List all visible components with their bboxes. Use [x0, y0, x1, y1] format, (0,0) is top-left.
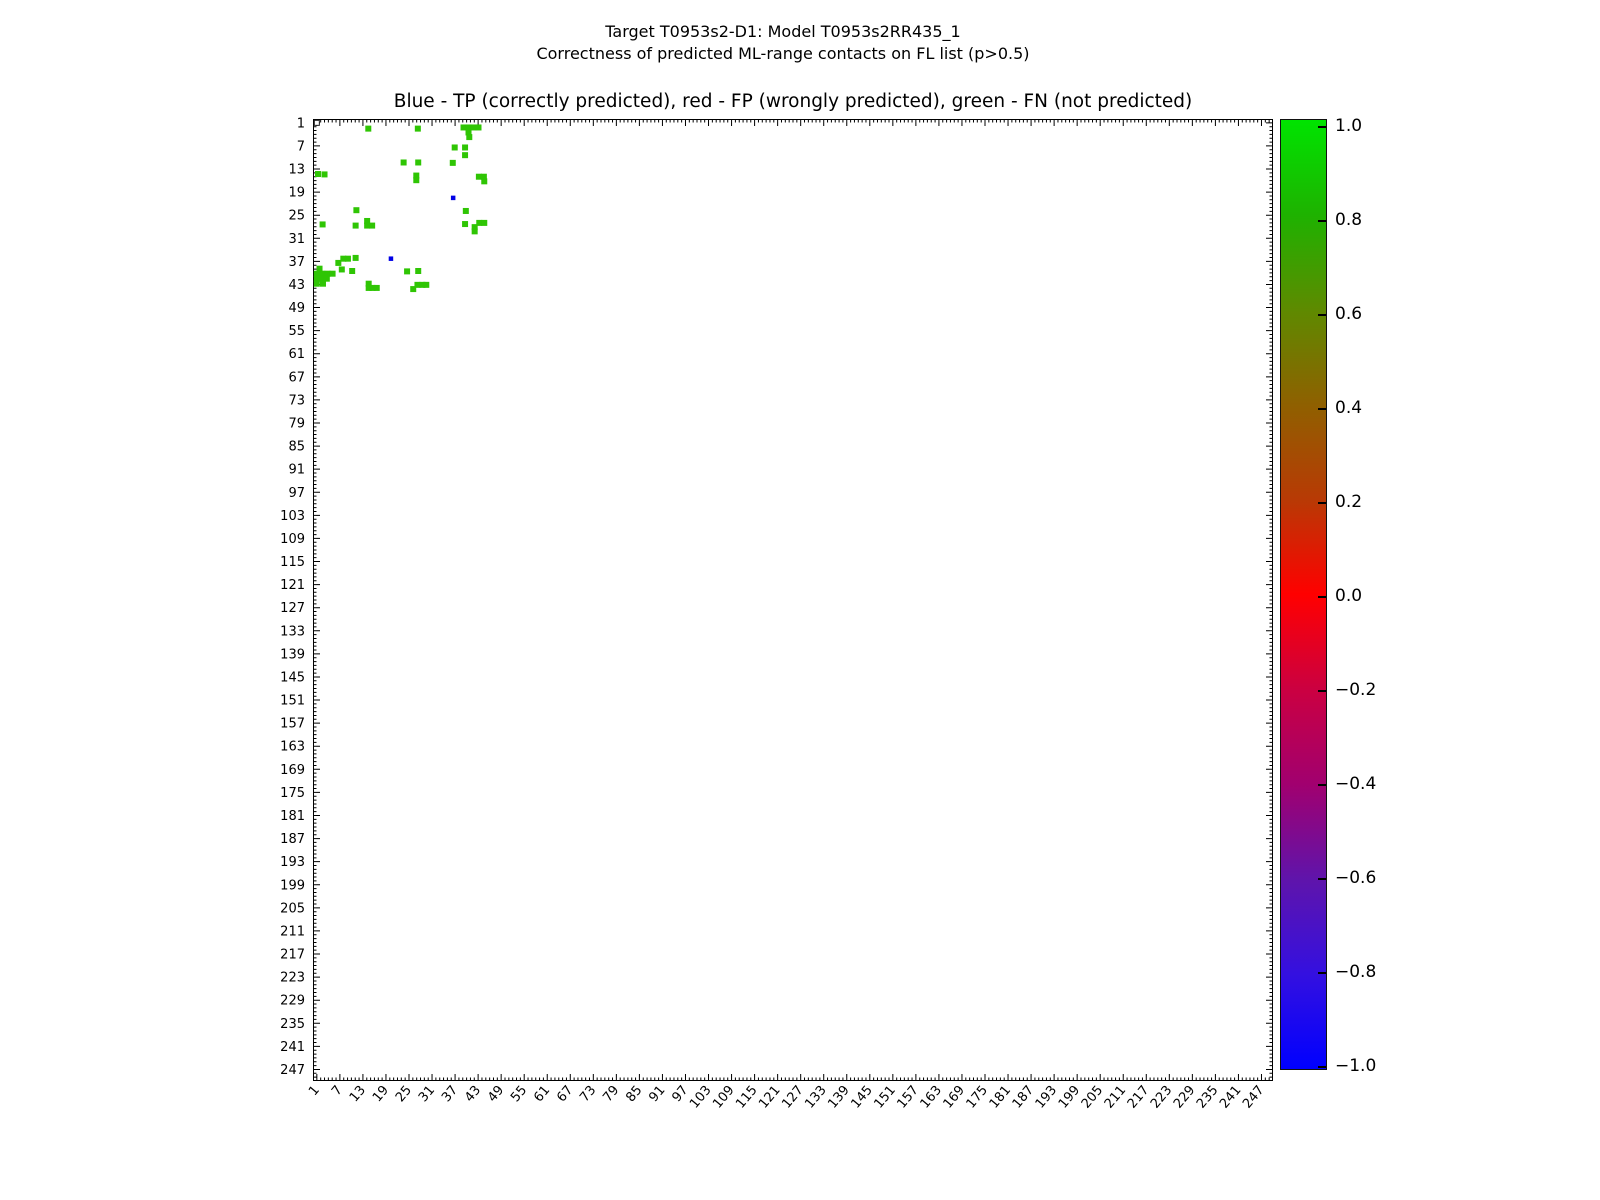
colorbar-tick: [1318, 220, 1326, 221]
x-tick-label: 127: [779, 1082, 807, 1112]
colorbar-tick-label: −0.6: [1335, 868, 1377, 888]
y-tick-label: 19: [288, 185, 305, 201]
y-tick-label: 37: [288, 254, 305, 270]
x-tick-label: 13: [346, 1082, 369, 1106]
suptitle-line1: Target T0953s2-D1: Model T0953s2RR435_1: [605, 22, 961, 41]
x-tick-label: 145: [848, 1082, 876, 1112]
x-tick-label: 175: [963, 1082, 992, 1112]
x-tick-label: 211: [1101, 1082, 1130, 1112]
contact-point-fn: [462, 144, 468, 150]
y-tick-label: 73: [288, 393, 305, 409]
colorbar: [1280, 119, 1327, 1070]
x-tick-label: 31: [415, 1082, 439, 1106]
x-tick-label: 25: [392, 1082, 416, 1106]
x-tick-label: 103: [687, 1082, 715, 1112]
contact-point-fn: [462, 152, 468, 158]
x-tick-label: 43: [462, 1082, 485, 1106]
x-tick-label: 115: [733, 1082, 761, 1112]
contact-point-fn: [463, 208, 469, 214]
y-tick-label: 61: [288, 347, 305, 363]
y-tick-label: 157: [280, 716, 305, 732]
y-tick-label: 175: [280, 785, 305, 801]
y-tick-label: 109: [280, 531, 305, 547]
contact-point-fn: [353, 207, 359, 213]
contact-point-tp: [451, 196, 456, 201]
suptitle-line2: Correctness of predicted ML-range contacts on FL list (p>0.5): [536, 44, 1030, 63]
contact-point-fn: [415, 268, 421, 274]
contact-point-fn: [476, 124, 482, 130]
colorbar-tick: [1318, 596, 1326, 597]
contact-point-fn: [374, 285, 380, 291]
colorbar-tick: [1318, 784, 1326, 785]
contact-point-fn: [404, 268, 410, 274]
colorbar-tick-label: −0.2: [1335, 680, 1377, 700]
y-tick-label: 121: [280, 578, 305, 594]
y-tick-label: 199: [280, 878, 305, 894]
contact-point-fn: [466, 134, 472, 140]
x-tick-label: 205: [1078, 1082, 1107, 1112]
x-tick-label: 247: [1240, 1082, 1268, 1112]
colorbar-tick: [1318, 314, 1326, 315]
y-tick-label: 103: [280, 508, 305, 524]
colorbar-tick-label: −1.0: [1335, 1056, 1377, 1076]
x-tick-label: 19: [369, 1082, 393, 1106]
colorbar-tick: [1318, 972, 1326, 973]
contact-point-fn: [410, 286, 416, 292]
y-tick-label: 151: [280, 693, 305, 709]
contact-point-fn: [335, 260, 341, 266]
y-tick-label: 241: [280, 1039, 305, 1055]
contact-point-fn: [330, 271, 336, 277]
colorbar-tick: [1318, 1066, 1326, 1067]
colorbar-tick: [1318, 408, 1326, 409]
x-tick-label: 169: [940, 1082, 969, 1112]
corner-open-marker: [314, 120, 319, 125]
contact-point-fn: [415, 159, 421, 165]
y-tick-label: 205: [280, 901, 305, 917]
y-tick-label: 145: [280, 670, 305, 686]
contact-point-fn: [462, 221, 468, 227]
contact-point-fn: [481, 220, 487, 226]
x-tick-label: 241: [1217, 1082, 1245, 1112]
x-tick-label: 79: [600, 1082, 623, 1106]
x-tick-label: 157: [894, 1082, 922, 1112]
x-tick-label: 139: [825, 1082, 853, 1112]
x-tick-label: 199: [1055, 1082, 1084, 1112]
colorbar-tick: [1318, 690, 1326, 691]
x-tick-label: 217: [1124, 1082, 1153, 1112]
colorbar-tick-label: −0.8: [1335, 962, 1377, 982]
y-tick-label: 211: [280, 924, 305, 940]
x-tick-label: 133: [802, 1082, 830, 1112]
y-tick-label: 67: [288, 370, 305, 386]
contact-point-fn: [450, 160, 456, 166]
x-tick-label: 73: [577, 1082, 600, 1106]
x-tick-label: 223: [1147, 1082, 1176, 1112]
contact-point-fn: [369, 223, 375, 229]
y-tick-label: 55: [288, 324, 305, 340]
y-tick-label: 235: [280, 1016, 305, 1032]
x-tick-label: 97: [669, 1082, 692, 1106]
x-tick-label: 187: [1009, 1082, 1038, 1112]
y-tick-label: 49: [288, 301, 305, 317]
x-tick-label: 229: [1170, 1082, 1199, 1112]
colorbar-tick-label: −0.4: [1335, 774, 1377, 794]
colorbar-tick-label: 0.8: [1335, 210, 1363, 230]
y-tick-label: 85: [288, 439, 305, 455]
colorbar-tick-label: 0.2: [1335, 492, 1363, 512]
contact-point-fn: [320, 221, 326, 227]
y-tick-label: 31: [288, 231, 305, 247]
colorbar-tick-label: 0.6: [1335, 304, 1363, 324]
contact-point-fn: [415, 126, 421, 132]
contact-point-fn: [322, 171, 328, 177]
contact-point-tp: [389, 256, 394, 261]
contact-point-fn: [349, 268, 355, 274]
x-tick-label: 37: [439, 1082, 462, 1106]
y-tick-label: 91: [288, 462, 305, 478]
contact-point-fn: [315, 171, 321, 177]
y-tick-label: 181: [280, 808, 305, 824]
y-tick-label: 169: [280, 762, 305, 778]
x-tick-label: 67: [554, 1082, 577, 1106]
y-tick-label: 217: [280, 947, 305, 963]
y-tick-label: 115: [280, 555, 305, 571]
y-tick-label: 193: [280, 855, 305, 871]
x-tick-label: 91: [646, 1082, 669, 1106]
y-tick-label: 1: [296, 116, 305, 132]
y-tick-label: 187: [280, 832, 305, 848]
x-tick-label: 181: [986, 1082, 1015, 1112]
colorbar-tick-label: 1.0: [1335, 116, 1363, 136]
x-tick-label: 55: [508, 1082, 531, 1106]
contact-point-fn: [345, 256, 351, 262]
contact-point-fn: [423, 282, 429, 288]
colorbar-tick: [1318, 126, 1326, 127]
contact-point-fn: [353, 223, 359, 229]
contact-point-fn: [339, 266, 345, 272]
y-tick-label: 127: [280, 601, 305, 617]
y-tick-label: 139: [280, 647, 305, 663]
x-tick-label: 7: [329, 1082, 346, 1099]
contact-point-fn: [320, 281, 326, 287]
x-tick-label: 193: [1032, 1082, 1061, 1112]
x-tick-label: 1: [306, 1082, 323, 1099]
contact-point-fn: [365, 126, 371, 132]
contact-point-fn: [413, 177, 419, 183]
colorbar-tick-label: 0.0: [1335, 586, 1363, 606]
y-tick-label: 163: [280, 739, 305, 755]
y-tick-label: 79: [288, 416, 305, 432]
x-tick-label: 109: [710, 1082, 738, 1112]
contact-point-fn: [481, 178, 487, 184]
x-tick-label: 49: [485, 1082, 508, 1106]
colorbar-tick: [1318, 878, 1326, 879]
y-tick-label: 97: [288, 485, 305, 501]
x-tick-label: 121: [756, 1082, 784, 1112]
y-tick-label: 43: [288, 277, 305, 293]
y-tick-label: 247: [280, 1062, 305, 1078]
colorbar-tick-label: 0.4: [1335, 398, 1363, 418]
axis-ticks: [313, 119, 1273, 1081]
x-tick-label: 151: [871, 1082, 899, 1112]
y-tick-label: 133: [280, 624, 305, 640]
x-tick-label: 163: [917, 1082, 945, 1112]
x-tick-label: 85: [623, 1082, 646, 1106]
contact-point-fn: [452, 144, 458, 150]
axes-title: Blue - TP (correctly predicted), red - FP (wrongly predicted), green - FN (not predicted): [393, 91, 1193, 112]
contact-point-fn: [314, 281, 320, 287]
contact-point-fn: [401, 159, 407, 165]
contact-point-fn: [353, 255, 359, 261]
x-tick-label: 235: [1194, 1082, 1222, 1112]
x-tick-label: 61: [531, 1082, 554, 1106]
y-tick-label: 223: [280, 970, 305, 986]
y-tick-label: 13: [288, 162, 305, 178]
contact-point-fn: [472, 228, 478, 234]
y-tick-label: 229: [280, 993, 305, 1009]
y-tick-label: 7: [296, 139, 305, 155]
colorbar-tick: [1318, 502, 1326, 503]
y-tick-label: 25: [288, 208, 305, 224]
